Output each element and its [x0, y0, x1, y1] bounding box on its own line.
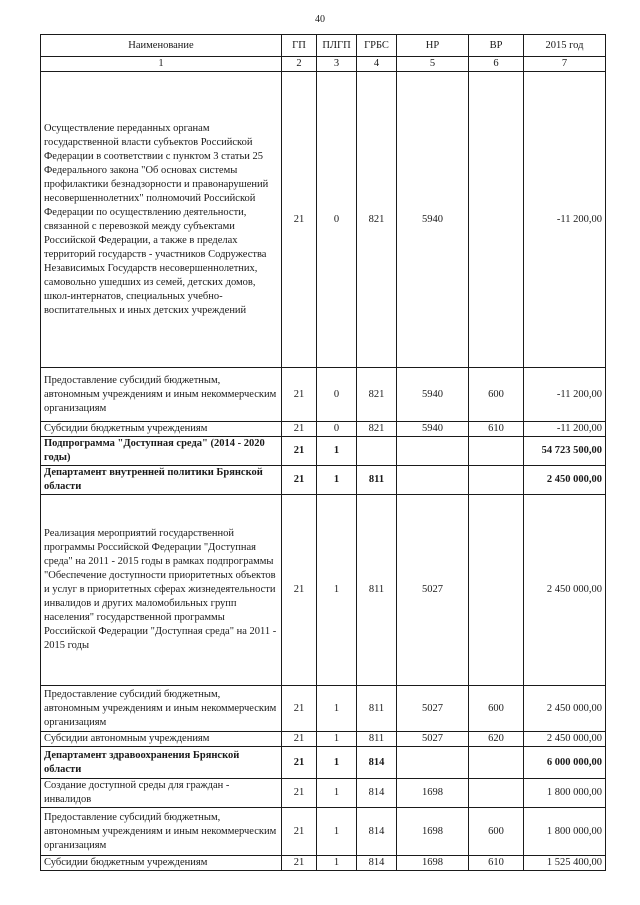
table-row [41, 779, 606, 808]
cell-gp: 21 [282, 368, 317, 422]
cell-gp: 21 [282, 686, 317, 732]
header-2015: 2015 год [524, 35, 606, 57]
cell-gp: 21 [282, 72, 317, 368]
table-row [41, 856, 606, 871]
cell-name: Предоставление субсидий бюджетным, автономным учреждениям и иным некоммерческим организациям [41, 808, 282, 856]
cell-amount: 54 723 500,00 [524, 437, 606, 466]
header-plgp: ПЛГП [317, 35, 357, 57]
cell-gp: 21 [282, 856, 317, 871]
cell-grbs: 811 [357, 686, 397, 732]
cell-nr: 5027 [397, 495, 469, 686]
cell-name: Департамент здравоохранения Брянской области [41, 747, 282, 779]
table-row [41, 466, 606, 495]
cell-grbs: 814 [357, 808, 397, 856]
cell-plgp: 0 [317, 368, 357, 422]
cell-amount: 1 800 000,00 [524, 808, 606, 856]
cell-nr [397, 747, 469, 779]
table-row [41, 732, 606, 747]
cell-plgp: 0 [317, 72, 357, 368]
cell-plgp: 1 [317, 808, 357, 856]
cell-grbs: 821 [357, 72, 397, 368]
table-row [41, 747, 606, 779]
table-row [41, 686, 606, 732]
colnum-3: 3 [317, 57, 357, 72]
cell-amount: 2 450 000,00 [524, 466, 606, 495]
cell-grbs: 814 [357, 747, 397, 779]
header-grbs: ГРБС [357, 35, 397, 57]
cell-gp: 21 [282, 779, 317, 808]
cell-grbs [357, 437, 397, 466]
cell-nr: 5940 [397, 368, 469, 422]
cell-gp: 21 [282, 437, 317, 466]
cell-vr [469, 747, 524, 779]
colnum-4: 4 [357, 57, 397, 72]
cell-vr [469, 72, 524, 368]
cell-vr [469, 437, 524, 466]
cell-amount: -11 200,00 [524, 422, 606, 437]
cell-name: Субсидии бюджетным учреждениям [41, 856, 282, 871]
page-number: 40 [315, 14, 325, 25]
cell-plgp: 1 [317, 495, 357, 686]
cell-amount: 2 450 000,00 [524, 495, 606, 686]
cell-nr [397, 466, 469, 495]
cell-grbs: 821 [357, 422, 397, 437]
cell-plgp: 1 [317, 466, 357, 495]
cell-vr: 620 [469, 732, 524, 747]
cell-name: Субсидии бюджетным учреждениям [41, 422, 282, 437]
cell-nr: 5027 [397, 686, 469, 732]
cell-gp: 21 [282, 747, 317, 779]
cell-vr [469, 466, 524, 495]
cell-name: Департамент внутренней политики Брянской области [41, 466, 282, 495]
cell-name: Подпрограмма "Доступная среда" (2014 - 2020 годы) [41, 437, 282, 466]
colnum-7: 7 [524, 57, 606, 72]
cell-name: Предоставление субсидий бюджетным, автономным учреждениям и иным некоммерческим организациям [41, 368, 282, 422]
colnum-2: 2 [282, 57, 317, 72]
cell-nr: 1698 [397, 808, 469, 856]
cell-vr [469, 779, 524, 808]
cell-grbs: 814 [357, 856, 397, 871]
cell-name: Осуществление переданных органам государственной власти субъектов Российской Федерации в соответствии с пунктом 3 статьи 25 Федерального закона "Об основах системы профилактики безнадзорности и правонарушений несовершеннолетних" полномочий Российской Федерации по осуществлению деятельности, связанной с перевозкой между субъектами Российской Федерации, а также в пределах территорий государств - участников Содружества Независимых Государств несовершеннолетних, самовольно ушедших из семей, детских домов, школ-интернатов, специальных учебно-воспитательных и иных детских учреждений [41, 72, 282, 368]
cell-gp: 21 [282, 495, 317, 686]
table-row [41, 495, 606, 686]
cell-gp: 21 [282, 466, 317, 495]
colnum-6: 6 [469, 57, 524, 72]
cell-vr: 600 [469, 686, 524, 732]
cell-name: Реализация мероприятий государственной программы Российской Федерации "Доступная среда" на 2011 - 2015 годы в рамках подпрограммы "Обеспечение доступности приоритетных объектов и услуг в приоритетных сферах жизнедеятельности инвалидов и других маломобильных групп населения" государственной программы Российской Федерации "Доступная среда" на 2011 - 2015 годы [41, 495, 282, 686]
header-vr: ВР [469, 35, 524, 57]
cell-vr: 600 [469, 368, 524, 422]
cell-nr: 1698 [397, 856, 469, 871]
colnum-1: 1 [41, 57, 282, 72]
cell-grbs: 811 [357, 495, 397, 686]
header-nr: НР [397, 35, 469, 57]
cell-plgp: 1 [317, 437, 357, 466]
cell-gp: 21 [282, 808, 317, 856]
cell-name: Предоставление субсидий бюджетным, автономным учреждениям и иным некоммерческим организациям [41, 686, 282, 732]
cell-amount: 1 525 400,00 [524, 856, 606, 871]
cell-plgp: 1 [317, 856, 357, 871]
cell-plgp: 0 [317, 422, 357, 437]
cell-vr: 610 [469, 422, 524, 437]
column-number-row [41, 57, 606, 72]
cell-amount: 6 000 000,00 [524, 747, 606, 779]
cell-gp: 21 [282, 732, 317, 747]
table-row [41, 368, 606, 422]
cell-vr: 600 [469, 808, 524, 856]
cell-grbs: 811 [357, 466, 397, 495]
cell-grbs: 821 [357, 368, 397, 422]
cell-plgp: 1 [317, 779, 357, 808]
cell-amount: -11 200,00 [524, 72, 606, 368]
cell-nr: 5940 [397, 72, 469, 368]
cell-amount: 2 450 000,00 [524, 686, 606, 732]
cell-nr: 5940 [397, 422, 469, 437]
cell-amount: 2 450 000,00 [524, 732, 606, 747]
table-row [41, 422, 606, 437]
cell-nr [397, 437, 469, 466]
cell-plgp: 1 [317, 747, 357, 779]
cell-nr: 1698 [397, 779, 469, 808]
cell-vr [469, 495, 524, 686]
cell-nr: 5027 [397, 732, 469, 747]
cell-name: Субсидии автономным учреждениям [41, 732, 282, 747]
cell-gp: 21 [282, 422, 317, 437]
header-name: Наименование [41, 35, 282, 57]
cell-grbs: 811 [357, 732, 397, 747]
table-row [41, 808, 606, 856]
colnum-5: 5 [397, 57, 469, 72]
cell-amount: -11 200,00 [524, 368, 606, 422]
cell-plgp: 1 [317, 686, 357, 732]
cell-plgp: 1 [317, 732, 357, 747]
table-row [41, 72, 606, 368]
column-header-row [41, 35, 606, 57]
cell-amount: 1 800 000,00 [524, 779, 606, 808]
header-gp: ГП [282, 35, 317, 57]
cell-name: Создание доступной среды для граждан - инвалидов [41, 779, 282, 808]
table-row [41, 437, 606, 466]
cell-grbs: 814 [357, 779, 397, 808]
cell-vr: 610 [469, 856, 524, 871]
budget-table [40, 34, 606, 871]
